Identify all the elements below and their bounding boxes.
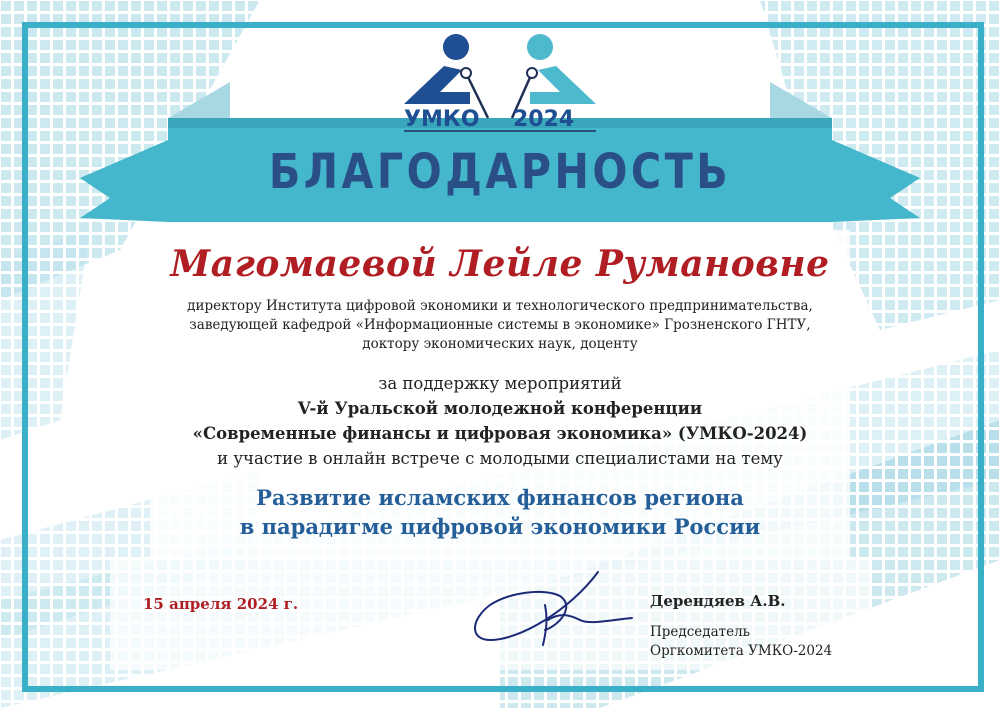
- signer-position: Председатель: [650, 624, 751, 640]
- recipient-description-line: заведующей кафедрой «Информационные системы в экономике» Грозненского ГНТУ,: [189, 317, 811, 333]
- reason-line: и участие в онлайн встрече с молодыми специалистами на тему: [217, 449, 783, 468]
- signer-position: Оргкомитета УМКО-2024: [650, 643, 833, 659]
- conference-title: «Современные финансы и цифровая экономика» (УМКО-2024): [192, 424, 808, 443]
- recipient-description-line: директору Института цифровой экономики и технологического предпринимательства,: [187, 298, 813, 314]
- logo-word-year: 2024: [513, 107, 575, 132]
- certificate-title: БЛАГОДАРНОСТЬ: [268, 144, 732, 200]
- topic-line: Развитие исламских финансов региона: [256, 485, 744, 510]
- recipient-description-line: доктору экономических наук, доценту: [362, 336, 638, 352]
- reason-line: за поддержку мероприятий: [378, 374, 622, 393]
- signer-name: Дерендяев А.В.: [650, 592, 786, 610]
- certificate-frame: [22, 22, 984, 692]
- topic-line: в парадигме цифровой экономики России: [239, 514, 761, 539]
- conference-name: V-й Уральской молодежной конференции: [297, 399, 703, 418]
- issue-date: 15 апреля 2024 г.: [143, 595, 299, 613]
- recipient-name: Магомаевой Лейле Румановне: [170, 243, 830, 285]
- logo-word-umko: УМКО: [404, 107, 480, 132]
